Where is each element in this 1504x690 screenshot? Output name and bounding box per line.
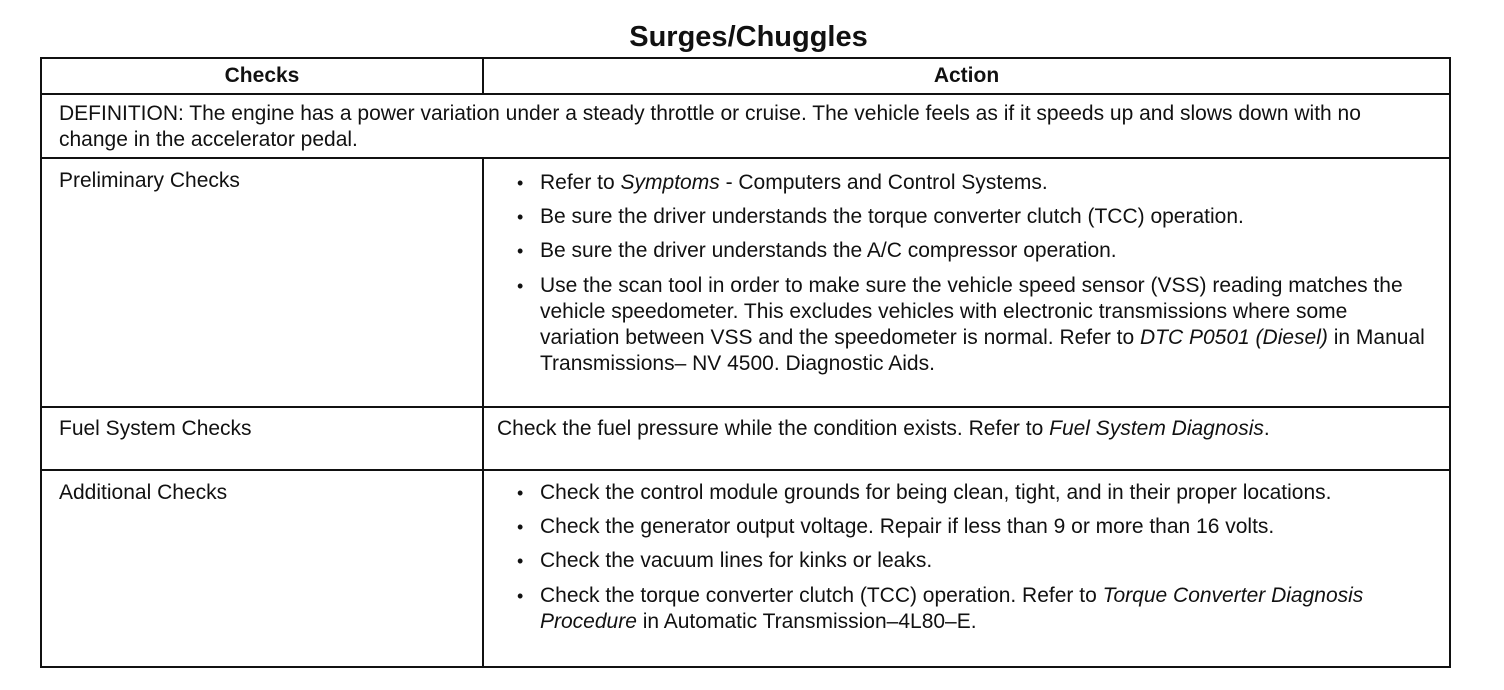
bullet-icon: •: [517, 276, 524, 296]
bullet-icon: •: [517, 207, 524, 227]
list-item: [517, 548, 1432, 574]
bullet-icon: •: [517, 517, 524, 537]
header-checks: Checks: [224, 64, 300, 87]
additional-bullet-list: [517, 480, 1432, 635]
item-ref: Symptoms: [620, 171, 720, 194]
definition-text: DEFINITION: The engine has a power variation under a steady throttle or cruise. The vehicle feels as if it speeds up and slows down with no change in the accelerator pedal.: [59, 102, 1361, 151]
list-item: [517, 204, 1432, 230]
item-text: Check the vacuum lines for kinks or leaks.: [540, 549, 933, 572]
definition-divider: [42, 157, 1449, 159]
item-text: Be sure the driver understands the torque converter clutch (TCC) operation.: [540, 205, 1244, 228]
fuel-action-tail: .: [1263, 417, 1270, 440]
fuel-action-text: Check the fuel pressure while the condition exists. Refer to: [497, 417, 1050, 440]
fuel-action: [497, 416, 1437, 442]
bullet-icon: •: [517, 551, 524, 571]
item-text: Check the torque converter clutch (TCC) operation. Refer to: [540, 584, 1103, 607]
item-ref: Torque Converter Diagnosis Procedure: [540, 584, 1364, 633]
item-text-tail: in Manual Transmissions– NV 4500. Diagnostic Aids.: [540, 326, 1425, 375]
preliminary-divider: [42, 406, 1449, 408]
column-divider-body: [482, 157, 484, 666]
item-text: Be sure the driver understands the A/C compressor operation.: [540, 239, 1117, 262]
item-text: Refer to: [540, 171, 621, 194]
header-action: Action: [933, 64, 1000, 87]
item-text: Use the scan tool in order to make sure the vehicle speed sensor (VSS) reading matches the vehicle speedometer. This excludes vehicles with electronic transmissions where some variation between VSS and the speedometer is normal. Refer to: [540, 274, 1403, 349]
list-item: [517, 583, 1432, 635]
fuel-action-ref: Fuel System Diagnosis: [1049, 417, 1264, 440]
bullet-icon: •: [517, 241, 524, 261]
item-text: Check the generator output voltage. Repair if less than 9 or more than 16 volts.: [540, 515, 1275, 538]
list-item: [517, 238, 1432, 264]
item-text-tail: - Computers and Control Systems.: [719, 171, 1048, 194]
bullet-icon: •: [517, 173, 524, 193]
fuel-divider: [42, 469, 1449, 471]
list-item: [517, 273, 1432, 377]
row-label-fuel: Fuel System Checks: [59, 417, 252, 440]
header-divider: [42, 93, 1449, 95]
page-title: Surges/Chuggles: [629, 21, 868, 53]
bullet-icon: •: [517, 483, 524, 503]
list-item: [517, 170, 1432, 196]
list-item: [517, 514, 1432, 540]
additional-actions: [517, 480, 1432, 635]
row-label-preliminary: Preliminary Checks: [59, 169, 240, 192]
preliminary-bullet-list: [517, 170, 1432, 377]
list-item: [517, 480, 1432, 506]
row-label-additional: Additional Checks: [59, 481, 228, 504]
item-text-tail: in Automatic Transmission–4L80–E.: [636, 610, 977, 633]
preliminary-actions: [517, 170, 1432, 377]
bullet-icon: •: [517, 586, 524, 606]
diagnosis-table: [40, 57, 1451, 668]
item-ref: DTC P0501 (Diesel): [1140, 326, 1328, 349]
item-text: Check the control module grounds for being clean, tight, and in their proper locations.: [540, 481, 1332, 504]
